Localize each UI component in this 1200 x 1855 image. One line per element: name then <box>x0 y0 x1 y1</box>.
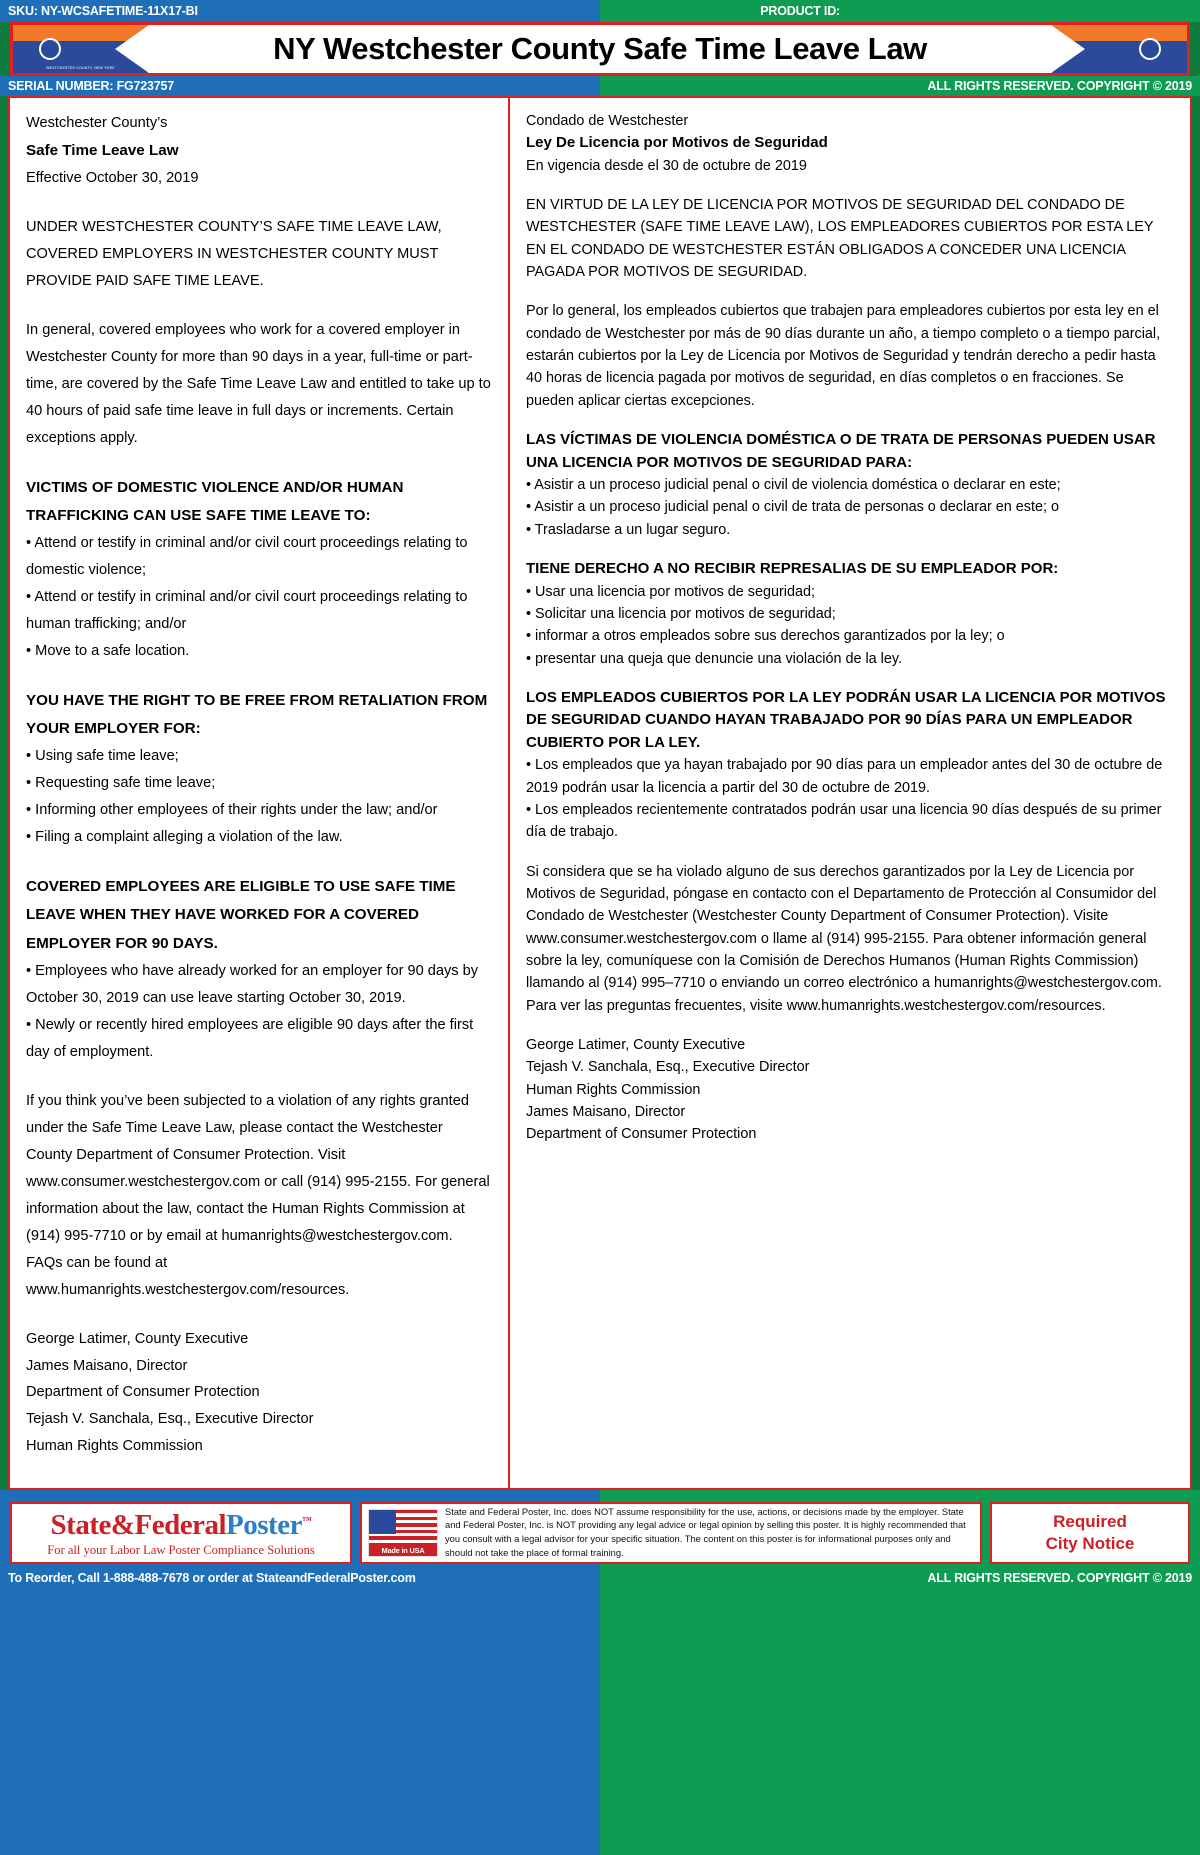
notice-line-2: City Notice <box>1045 1534 1135 1553</box>
es-intro-title: Ley De Licencia por Motivos de Seguridad <box>526 134 828 152</box>
brand-tagline: For all your Labor Law Poster Compliance Solutions <box>47 1542 315 1557</box>
required-notice-box <box>990 1502 1190 1564</box>
sku-label: SKU: NY-WCSAFETIME-11X17-BI <box>8 4 198 18</box>
en-signature-3: Tejash V. Sanchala, Esq., Executive Director <box>26 1411 314 1428</box>
serial-number-label: SERIAL NUMBER: FG723757 <box>8 79 175 93</box>
es-retaliation-bullet-1: • Solicitar una licencia por motivos de seguridad; <box>526 605 836 622</box>
english-column <box>10 98 508 1488</box>
reorder-label: To Reorder, Call 1-888-488-7678 or order at StateandFederalPoster.com <box>8 1571 416 1585</box>
en-eligible-bullet-1: • Newly or recently hired employees are eligible 90 days after the first day of employment. <box>26 1016 474 1060</box>
en-general-paragraph: In general, covered employees who work for a covered employer in Westchester County for more than 90 days in a year, full-time or part-time, are covered by the Safe Time Leave Law and entitled to take up to 40 hours of paid safe time leave in full days or increments. Certain exceptions apply. <box>26 322 491 446</box>
es-retaliation-bullet-2: • informar a otros empleados sobre sus derechos garantizados por la ley; o <box>526 628 1005 645</box>
es-retaliation-bullet-0: • Usar una licencia por motivos de seguridad; <box>526 583 816 600</box>
serial-band-left <box>0 76 600 96</box>
product-id-label: PRODUCT ID: <box>760 4 840 18</box>
en-intro-title: Safe Time Leave Law <box>26 141 179 159</box>
es-victims-bullet-2: • Trasladarse a un lugar seguro. <box>526 521 731 538</box>
es-eligible-heading: LOS EMPLEADOS CUBIERTOS POR LA LEY PODRÁN USAR LA LICENCIA POR MOTIVOS DE SEGURIDAD CUANDO HAYAN TRABAJADO POR 90 DÍAS PARA UN EMPLEADOR CUBIERTO POR LA LEY. <box>526 688 1166 751</box>
en-victims-bullet-1: • Attend or testify in criminal and/or civil court proceedings relating to human trafficking; and/or <box>26 589 468 633</box>
legal-disclaimer-text: State and Federal Poster, Inc. does NOT assume responsibility for the use, actions, or decisions made by the employer. State and Federal Poster, Inc. is NOT providing any legal advice or legal opinion by selling this poster. It is highly recommended that you consult with a legal advisor for your specific situation. The content on this poster is for informational purposes only and should not take the place of formal training. <box>445 1506 966 1558</box>
county-seal-left-icon <box>39 38 61 60</box>
page-title: NY Westchester County Safe Time Leave Law <box>273 31 927 66</box>
es-caps-paragraph: EN VIRTUD DE LA LEY DE LICENCIA POR MOTIVOS DE SEGURIDAD DEL CONDADO DE WESTCHESTER (SAFE TIME LEAVE LAW), LOS EMPLEADORES CUBIERTOS POR ESTA LEY EN EL CONDADO DE WESTCHESTER ESTÁN OBLIGADOS A CONCEDER UNA LICENCIA PAGADA POR MOTIVOS DE SEGURIDAD. <box>526 197 1154 281</box>
reorder-band <box>0 1568 600 1588</box>
en-retaliation-bullet-3: • Filing a complaint alleging a violation of the law. <box>26 829 343 846</box>
es-eligible-bullet-0: • Los empleados que ya hayan trabajado por 90 días para un empleador antes del 30 de octubre de 2019 podrán usar la licencia a partir del 30 de octubre de 2019. <box>526 757 1163 796</box>
en-retaliation-bullet-1: • Requesting safe time leave; <box>26 775 216 792</box>
es-victims-heading: LAS VÍCTIMAS DE VIOLENCIA DOMÉSTICA O DE TRATA DE PERSONAS PUEDEN USAR UNA LICENCIA POR MOTIVOS DE SEGURIDAD PARA: <box>526 431 1156 471</box>
es-contact-paragraph: Si considera que se ha violado alguno de sus derechos garantizados por la Ley de Licencia por Motivos de Seguridad, póngase en contacto con el Departamento de Protección al Consumidor del Condado de Westchester (Westchester County Department of Consumer Protection). Visite www.consumer.westchestergov.com o llame al (914) 995-2155. Para obtener información general sobre la ley, comuníquese con la Comisión de Derechos Humanos (Human Rights Commission) llamando al (914) 995–7710 o enviando un correo electrónico a humanrights@westchestergov.com. Para ver las preguntas frecuentes, visite www.humanrights.westchestergov.com/resources. <box>526 863 1162 1014</box>
serial-band-right <box>600 76 1200 96</box>
copyright-band <box>600 1568 1200 1588</box>
copyright-label-bottom: ALL RIGHTS RESERVED. COPYRIGHT © 2019 <box>927 1571 1192 1585</box>
es-intro-line1: Condado de Westchester <box>526 113 689 129</box>
westchester-flag-left-icon: WESTCHESTER COUNTY, NEW YORK <box>13 25 148 73</box>
trademark-icon: ™ <box>301 1514 312 1526</box>
brand-logo-box <box>10 1502 352 1564</box>
en-signature-0: George Latimer, County Executive <box>26 1330 249 1347</box>
en-victims-bullet-2: • Move to a safe location. <box>26 643 190 660</box>
en-intro-effective: Effective October 30, 2019 <box>26 170 199 187</box>
en-contact-paragraph: If you think you’ve been subjected to a violation of any rights granted under the Safe Time Leave Law, please contact the Westchester County Department of Consumer Protection. Visit www.consumer.westchestergov.com or call (914) 995-2155. For general information about the law, contact the Human Rights Commission at (914) 995-7710 or by email at humanrights@westchestergov.com. FAQs can be found at www.humanrights.westchestergov.com/resources. <box>26 1092 490 1298</box>
en-eligible-heading: COVERED EMPLOYEES ARE ELIGIBLE TO USE SAFE TIME LEAVE WHEN THEY HAVE WORKED FOR A COVERED EMPLOYER FOR 90 DAYS. <box>26 878 456 952</box>
en-signature-2: Department of Consumer Protection <box>26 1384 260 1401</box>
en-retaliation-bullet-2: • Informing other employees of their rights under the law; and/or <box>26 802 438 819</box>
disclaimer-box <box>360 1502 982 1564</box>
made-in-usa-label: Made in USA <box>369 1546 437 1556</box>
en-retaliation-heading: YOU HAVE THE RIGHT TO BE FREE FROM RETALIATION FROM YOUR EMPLOYER FOR: <box>26 692 488 738</box>
es-signature-2: Human Rights Commission <box>526 1081 701 1098</box>
top-info-band <box>0 0 1200 22</box>
sku-band <box>0 0 600 22</box>
poster-content <box>8 96 1192 1490</box>
poster-footer <box>0 1490 1200 1855</box>
en-victims-heading: VICTIMS OF DOMESTIC VIOLENCE AND/OR HUMAN TRAFFICKING CAN USE SAFE TIME LEAVE TO: <box>26 478 404 525</box>
es-signature-1: Tejash V. Sanchala, Esq., Executive Director <box>526 1059 810 1076</box>
es-victims-bullet-0: • Asistir a un proceso judicial penal o civil de violencia doméstica o declarar en este; <box>526 477 1061 494</box>
es-signature-4: Department of Consumer Protection <box>526 1126 757 1143</box>
en-eligible-bullet-0: • Employees who have already worked for an employer for 90 days by October 30, 2019 can use leave starting October 30, 2019. <box>26 962 479 1006</box>
es-victims-bullet-1: • Asistir a un proceso judicial penal o civil de trata de personas o declarar en este; o <box>526 499 1059 516</box>
usa-flag-icon <box>368 1509 438 1557</box>
poster-title-bar <box>10 22 1190 76</box>
es-eligible-bullet-1: • Los empleados recientemente contratados podrán usar una licencia 90 días después de su primer día de trabajo. <box>526 802 1162 841</box>
footer-boxes <box>10 1502 1190 1564</box>
county-seal-right-icon <box>1139 38 1161 60</box>
en-signature-1: James Maisano, Director <box>26 1357 188 1374</box>
es-retaliation-heading: TIENE DERECHO A NO RECIBIR REPRESALIAS DE SU EMPLEADOR POR: <box>526 560 1059 578</box>
es-signature-0: George Latimer, County Executive <box>526 1037 746 1054</box>
en-caps-paragraph: UNDER WESTCHESTER COUNTY’S SAFE TIME LEAVE LAW, COVERED EMPLOYERS IN WESTCHESTER COUNTY MUST PROVIDE PAID SAFE TIME LEAVE. <box>26 219 442 290</box>
serial-band <box>0 76 1200 96</box>
westchester-flag-right-icon <box>1052 25 1187 73</box>
copyright-label-top: ALL RIGHTS RESERVED. COPYRIGHT © 2019 <box>927 79 1192 93</box>
en-retaliation-bullet-0: • Using safe time leave; <box>26 748 179 765</box>
es-general-paragraph: Por lo general, los empleados cubiertos que trabajen para empleadores cubiertos por esta ley en el condado de Westchester por más de 90 días durante un año, a tiempo completo o a tiempo parcial, estarán cubiertos por la Ley de Licencia por Motivos de Seguridad y tendrán derecho a pedir hasta 40 horas de licencia pagada por motivos de seguridad, en días completos o en fracciones. Se pueden aplicar ciertas excepciones. <box>526 303 1161 409</box>
product-id-band <box>600 0 1200 22</box>
en-signature-4: Human Rights Commission <box>26 1438 203 1455</box>
es-intro-effective: En vigencia desde el 30 de octubre de 2019 <box>526 157 807 174</box>
notice-line-1: Required <box>1053 1511 1127 1531</box>
spanish-column <box>510 98 1190 1488</box>
en-victims-bullet-0: • Attend or testify in criminal and/or civil court proceedings relating to domestic violence; <box>26 535 468 579</box>
footer-bottom-band <box>0 1568 1200 1588</box>
brand-logo-part1: State&Federal <box>50 1508 227 1541</box>
es-retaliation-bullet-3: • presentar una queja que denuncie una violación de la ley. <box>526 650 902 667</box>
es-signature-3: James Maisano, Director <box>526 1104 686 1120</box>
title-center <box>148 25 1052 73</box>
brand-logo-part2: Poster <box>226 1508 302 1541</box>
en-intro-line1: Westchester County’s <box>26 115 168 131</box>
brand-logo <box>51 1509 312 1542</box>
